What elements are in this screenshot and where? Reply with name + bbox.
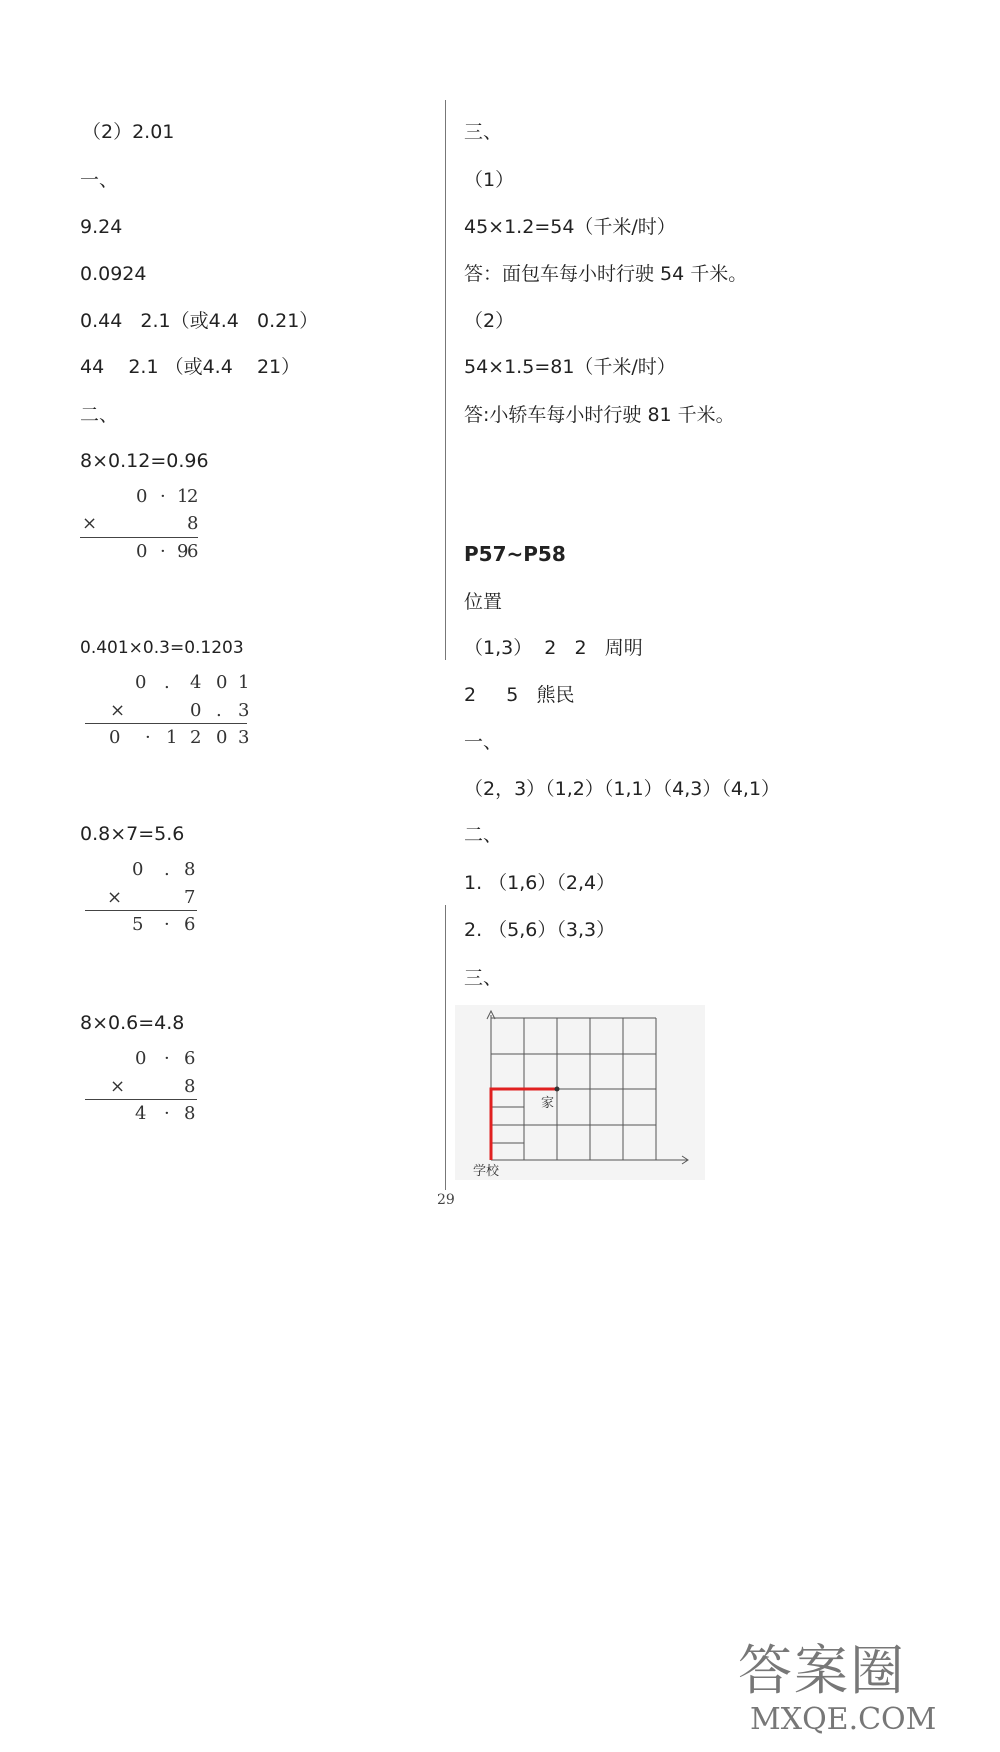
calc-digit: 7 (184, 887, 196, 908)
calc-digit: 0 (136, 541, 148, 562)
calc-digit: 0 (216, 727, 228, 748)
watermark-site: MXQE.COM (750, 1702, 937, 1737)
multiply-sign: × (110, 1076, 126, 1097)
left-line-7: 二、 (80, 404, 119, 426)
calc-line (80, 537, 198, 538)
right-line-16: 2. （5,6）（3,3） (464, 919, 616, 941)
calc-line (85, 910, 197, 911)
right-line-4: 答：面包车每小时行驶 54 千米。 (464, 263, 748, 285)
left-line-4: 0.0924 (80, 263, 147, 285)
vertical-calc-4 (80, 1048, 200, 1128)
column-divider-top (445, 100, 446, 660)
vertical-calc-1 (80, 486, 200, 566)
calc-digit: 8 (184, 1076, 196, 1097)
section-heading: P57~P58 (464, 542, 566, 566)
left-line-5: 0.44 2.1（或4.4 0.21） (80, 310, 319, 332)
right-line-12: 一、 (464, 731, 503, 753)
calc-digit: . (164, 859, 170, 880)
vertical-calc-2 (80, 672, 250, 752)
calc-digit: 3 (238, 700, 250, 721)
equation-2: 0.401×0.3=0.1203 (80, 638, 244, 658)
calc-digit: 2 (190, 727, 202, 748)
calc-digit: · (164, 1103, 170, 1124)
calc-digit: · (164, 1048, 170, 1069)
right-line-5: （2） (464, 310, 515, 332)
calc-line (85, 1099, 197, 1100)
right-line-3: 45×1.2=54（千米/时） (464, 216, 676, 238)
right-line-11: 2 5 熊民 (464, 684, 575, 706)
calc-digit: 0 (109, 727, 121, 748)
calc-digit: 0 (132, 859, 144, 880)
right-line-17: 三、 (464, 967, 503, 989)
page-number: 29 (437, 1192, 455, 1208)
school-label: 学校 (473, 1164, 500, 1179)
right-line-1: 三、 (464, 121, 503, 143)
calc-digit: 8 (184, 1103, 196, 1124)
watermark-logo: 答案圈 (738, 1639, 906, 1702)
calc-digit: 6 (184, 1048, 196, 1069)
equation-3: 0.8×7=5.6 (80, 823, 185, 845)
right-line-14: 二、 (464, 824, 503, 846)
calc-digit: 6 (184, 914, 196, 935)
column-divider-bottom (445, 905, 446, 1190)
calc-digit: 0 (135, 1048, 147, 1069)
calc-line (85, 723, 247, 724)
calc-digit: 4 (135, 1103, 147, 1124)
calc-digit: · (160, 541, 166, 562)
calc-digit: · (164, 914, 170, 935)
calc-digit: 6 (187, 541, 199, 562)
left-line-6: 44 2.1 （或4.4 21） (80, 356, 301, 378)
calc-digit: 9 (177, 541, 189, 562)
calc-digit: 5 (132, 914, 144, 935)
calc-digit: 2 (187, 486, 199, 507)
multiply-sign: × (82, 513, 98, 534)
calc-digit: 3 (238, 727, 250, 748)
multiply-sign: × (107, 887, 123, 908)
right-line-13: （2，3）（1,2）（1,1）（4,3）（4,1） (464, 778, 781, 800)
right-line-2: （1） (464, 169, 515, 191)
multiply-sign: × (110, 700, 126, 721)
left-line-1: （2）2.01 (82, 121, 175, 143)
calc-digit: . (164, 672, 170, 693)
vertical-calc-3 (80, 859, 200, 939)
coordinate-grid (455, 1005, 705, 1180)
home-label: 家 (541, 1096, 555, 1111)
calc-digit: · (145, 727, 151, 748)
calc-digit: 0 (136, 486, 148, 507)
right-line-10: （1,3） 2 2 周明 (464, 637, 643, 659)
right-line-7: 答:小轿车每小时行驶 81 千米。 (464, 404, 735, 426)
calc-digit: 1 (177, 486, 189, 507)
equation-1: 8×0.12=0.96 (80, 450, 209, 472)
right-line-9: 位置 (464, 591, 503, 613)
calc-digit: 1 (166, 727, 178, 748)
calc-digit: 8 (187, 513, 199, 534)
right-line-6: 54×1.5=81（千米/时） (464, 356, 676, 378)
left-line-3: 9.24 (80, 216, 123, 238)
calc-digit: · (160, 486, 166, 507)
calc-digit: 0 (135, 672, 147, 693)
calc-digit: . (216, 700, 222, 721)
calc-digit: 8 (184, 859, 196, 880)
calc-digit: 1 (238, 672, 250, 693)
calc-digit: 0 (190, 700, 202, 721)
left-line-2: 一、 (80, 169, 119, 191)
calc-digit: 0 (216, 672, 228, 693)
equation-4: 8×0.6=4.8 (80, 1012, 185, 1034)
right-line-15: 1. （1,6）（2,4） (464, 872, 616, 894)
calc-digit: 4 (190, 672, 202, 693)
